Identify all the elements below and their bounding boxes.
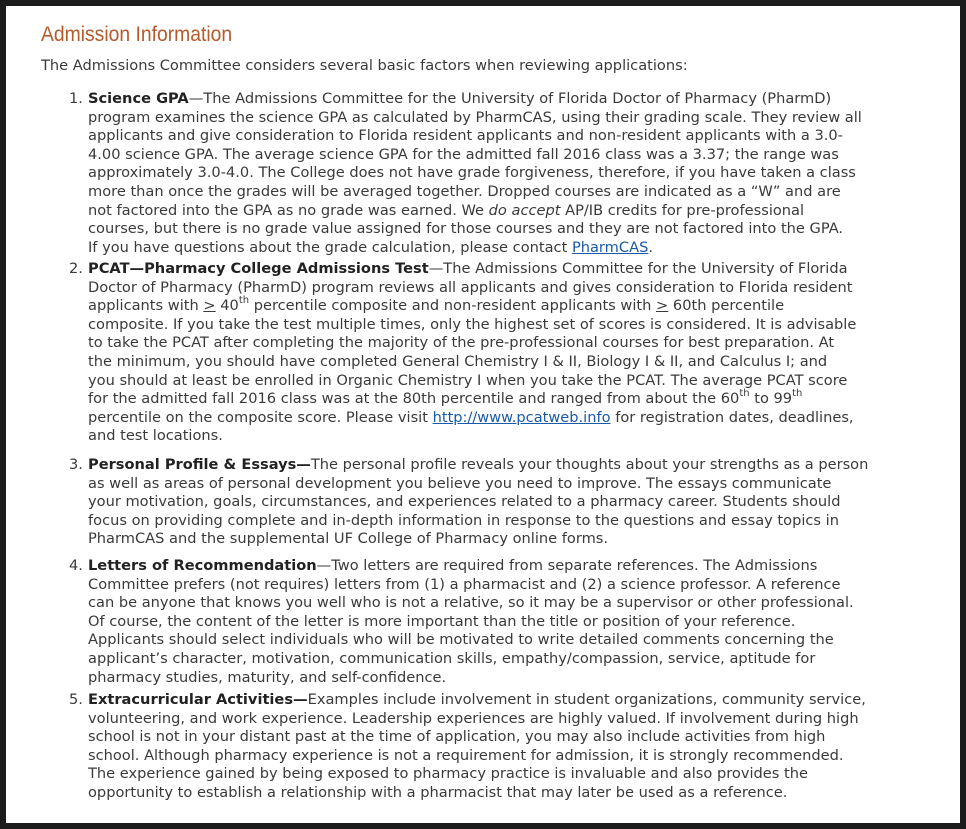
item-number: 3. (69, 456, 83, 473)
text-line: the minimum, you should have completed General Chemistry I & II, Biology I & II, and Calculus I; and (88, 352, 828, 370)
list-item-science-gpa (69, 90, 862, 260)
text-line: and test locations. (88, 427, 223, 445)
text-line: school is not in your distant past at the time of application, you may also include activities from high (88, 728, 826, 746)
item-title: PCAT—Pharmacy College Admissions Test (88, 260, 429, 277)
text-line: volunteering, and work experience. Leadership experiences are highly valued. If involvement during high (88, 709, 859, 727)
text-line: Committee prefers (not requires) letters from (1) a pharmacist and (2) a science professor. A reference (88, 575, 841, 593)
text-line: as well as areas of personal development you believe you need to improve. The essays communicate (88, 474, 832, 492)
item-title: Letters of Recommendation (88, 557, 317, 574)
text-line: pharmacy studies, maturity, and self-confidence. (88, 668, 447, 686)
text-line: program examines the science GPA as calculated by PharmCAS, using their grading scale. They review all (88, 108, 862, 126)
text-line: Personal Profile & Essays—The personal profile reveals your thoughts about your strengths as a person (88, 456, 869, 473)
greater-equal-symbol: > (656, 297, 669, 315)
item-number: 2. (69, 260, 83, 277)
text-line: school. Although pharmacy experience is not a requirement for admission, it is strongly recommended. (88, 746, 844, 764)
text-line: opportunity to establish a relationship with a pharmacist that may later be used as a reference. (88, 783, 788, 801)
text-line: your motivation, goals, circumstances, and experiences related to a pharmacy career. Students should (88, 493, 841, 511)
text-line: Science GPA—The Admissions Committee for the University of Florida Doctor of Pharmacy (PharmD) (88, 90, 832, 107)
text-line: applicants and give consideration to Florida resident applicants and non-resident applicants with a 3.0- (88, 127, 843, 145)
pcatweb-link[interactable]: http://www.pcatweb.info (432, 408, 611, 426)
item-title: Science GPA (88, 90, 189, 107)
page-frame (6, 6, 960, 823)
item-title: Personal Profile & Essays— (88, 456, 311, 473)
text-line: applicants with > 40th percentile composite and non-resident applicants with > 60th percentile (88, 295, 785, 315)
text-line: Applicants should select individuals who will be motivated to write detailed comments concerning the (88, 631, 834, 649)
text-line: Extracurricular Activities—Examples include involvement in student organizations, community service, (88, 691, 866, 708)
text-line: Of course, the content of the letter is more important than the title or position of your reference. (88, 612, 796, 630)
list-item-pcat (69, 260, 857, 456)
admission-criteria-list (69, 90, 869, 803)
text-line: to take the PCAT after completing the majority of the pre-professional courses for best preparation. At (88, 334, 835, 352)
text-line: composite. If you take the test multiple times, only the highest set of scores is considered. It is advisable (88, 315, 857, 333)
list-item-personal-profile (69, 456, 869, 557)
text-line: applicant’s character, motivation, communication skills, empathy/compassion, service, aptitude for (88, 649, 816, 667)
text-line: can be anyone that knows you well who is not a relative, so it may be a supervisor or other professional. (88, 594, 854, 612)
pharmcas-link[interactable]: PharmCAS (571, 238, 649, 256)
greater-equal-symbol: > (203, 297, 216, 315)
text-line: focus on providing complete and in-depth information in response to the questions and essay topics in (88, 511, 839, 529)
item-number: 4. (69, 557, 83, 574)
item-number: 5. (69, 691, 83, 708)
text-line: percentile on the composite score. Please visit http://www.pcatweb.info for registration dates, deadlines, (88, 408, 854, 426)
page-title: Admission Information (41, 23, 233, 46)
text-line: for the admitted fall 2016 class was at the 80th percentile and ranged from about the 60th to 99th (88, 388, 803, 408)
text-line: PharmCAS and the supplemental UF College of Pharmacy online forms. (88, 530, 609, 548)
text-line: PCAT—Pharmacy College Admissions Test—The Admissions Committee for the University of Florida (88, 260, 848, 277)
text-line: not factored into the GPA as no grade was earned. We do accept AP/IB credits for pre-professional (88, 201, 805, 219)
text-line: approximately 3.0-4.0. The College does not have grade forgiveness, therefore, if you have taken a class (88, 164, 856, 182)
text-line: The experience gained by being exposed to pharmacy practice is invaluable and also provides the (88, 765, 808, 783)
text-line: Letters of Recommendation—Two letters are required from separate references. The Admissions (88, 557, 818, 574)
item-title: Extracurricular Activities— (88, 691, 308, 708)
text-line: you should at least be enrolled in Organic Chemistry I when you take the PCAT. The average PCAT score (88, 371, 848, 389)
item-number: 1. (69, 90, 83, 107)
list-item-letters (69, 557, 854, 691)
text-line: 4.00 science GPA. The average science GPA for the admitted fall 2016 class was a 3.37; the range was (88, 145, 839, 163)
text-line: courses, but there is no grade value assigned for those courses and they are not factored into the GPA. (88, 220, 844, 238)
text-line: more than once the grades will be averaged together. Dropped courses are indicated as a “W” and are (88, 182, 841, 200)
text-line: Doctor of Pharmacy (PharmD) program reviews all applicants and gives consideration to Florida resident (88, 278, 853, 296)
list-item-extracurricular (69, 691, 866, 803)
intro-text: The Admissions Committee considers several basic factors when reviewing applications: (41, 57, 688, 74)
emphasis-text: do accept (488, 201, 561, 219)
text-line: If you have questions about the grade calculation, please contact PharmCAS. (88, 238, 653, 256)
